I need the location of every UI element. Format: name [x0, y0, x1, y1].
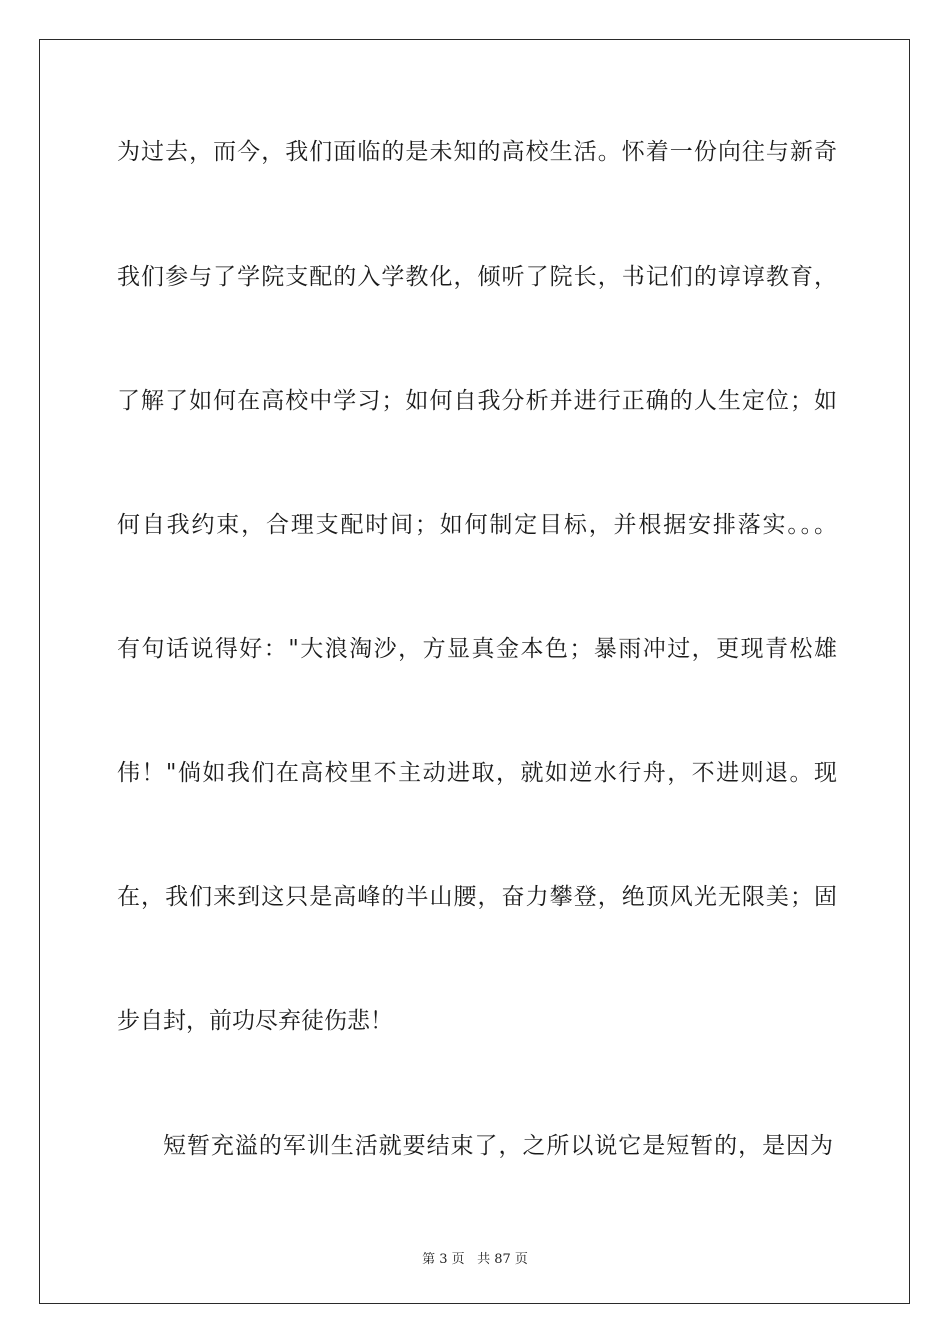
total-pages: 共 87 页: [477, 1252, 528, 1267]
paragraph-start-line: 短暂充溢的军训生活就要结束了，之所以说它是短暂的，是因为: [163, 1133, 833, 1159]
text-line-8: 步自封，前功尽弃徒伤悲！: [117, 1008, 393, 1034]
page-footer: [0, 1248, 950, 1267]
text-line-7: 在，我们来到这只是高峰的半山腰，奋力攀登，绝顶风光无限美；固: [117, 884, 837, 910]
page-number: 第 3 页: [422, 1252, 465, 1267]
text-line-5: 有句话说得好："大浪淘沙，方显真金本色；暴雨冲过，更现青松雄: [117, 636, 837, 662]
text-line-1: 为过去，而今，我们面临的是未知的高校生活。怀着一份向往与新奇: [117, 139, 837, 165]
text-line-3: 了解了如何在高校中学习；如何自我分析并进行正确的人生定位；如: [117, 388, 837, 414]
text-line-6: 伟！"倘如我们在高校里不主动进取，就如逆水行舟，不进则退。现: [117, 760, 837, 786]
page-border: [39, 39, 910, 1304]
text-line-4: 何自我约束，合理支配时间；如何制定目标，并根据安排落实。。。: [117, 512, 837, 538]
text-line-2: 我们参与了学院支配的入学教化，倾听了院长，书记们的谆谆教育，: [117, 264, 837, 290]
